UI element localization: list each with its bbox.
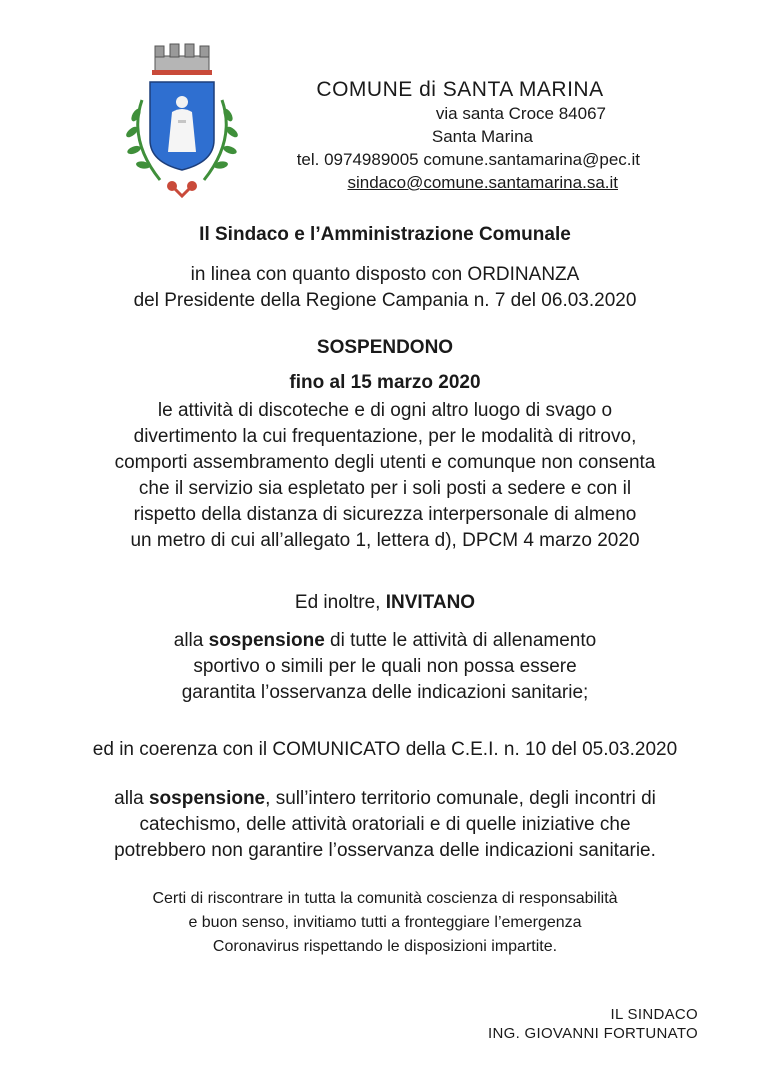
- signature-block: [488, 1005, 698, 1043]
- cei-line-1-pre: alla: [114, 788, 149, 809]
- suspend-line: divertimento la cui frequentazione, per le modalità di ritrovo,: [133, 426, 637, 447]
- invite-line-3: garantita l’osservanza delle indicazioni sanitarie;: [181, 682, 589, 703]
- municipality-header: [270, 78, 670, 194]
- address-street: via santa Croce 84067: [435, 104, 606, 123]
- suspend-line: rispetto della distanza di sicurezza interpersonale di almeno: [133, 504, 637, 525]
- intro-text: [0, 262, 770, 314]
- cei-line-3: potrebbero non garantire l’osservanza delle indicazioni sanitarie.: [114, 840, 656, 861]
- cei-line-1: [0, 786, 770, 812]
- cei-line-2: catechismo, delle attività oratoriali e di quelle iniziative che: [139, 814, 631, 835]
- mayor-email-link[interactable]: sindaco@comune.santamarina.sa.it: [347, 173, 618, 192]
- suspend-line: le attività di discoteche e di ogni altro luogo di svago o: [157, 400, 613, 421]
- municipality-name: COMUNE di SANTA MARINA: [316, 78, 604, 101]
- cei-line-1-bold: sospensione: [148, 788, 266, 809]
- cei-reference: ed in coerenza con il COMUNICATO della C.E.I. n. 10 del 05.03.2020: [92, 739, 678, 760]
- invite-line-1-post: di tutte le attività di allenamento: [324, 630, 597, 651]
- cei-paragraph: [0, 786, 770, 864]
- invite-line-1: [0, 628, 770, 654]
- suspend-date: fino al 15 marzo 2020: [289, 372, 481, 393]
- closing-line: Coronavirus rispettando le disposizioni impartite.: [212, 938, 558, 955]
- crown-icon: [152, 44, 212, 75]
- signature-title: IL SINDACO: [610, 1006, 698, 1023]
- invite-paragraph: [0, 628, 770, 706]
- invite-prefix: Ed inoltre,: [294, 592, 386, 613]
- closing-line: Certi di riscontrare in tutta la comunità coscienza di responsabilità: [152, 890, 618, 907]
- suspend-line: un metro di cui all’allegato 1, lettera d), DPCM 4 marzo 2020: [130, 530, 640, 551]
- address-town: Santa Marina: [431, 127, 533, 146]
- cei-line-1-post: , sull’intero territorio comunale, degli incontri di: [265, 788, 656, 809]
- signature-name: ING. GIOVANNI FORTUNATO: [488, 1025, 698, 1042]
- invite-verb: INVITANO: [385, 592, 476, 613]
- contact-phone-pec: tel. 0974989005 comune.santamarina@pec.it: [296, 150, 640, 169]
- intro-heading: Il Sindaco e l’Amministrazione Comunale: [199, 224, 571, 245]
- closing-line: e buon senso, invitiamo tutti a fronteggiare l’emergenza: [188, 914, 582, 931]
- suspend-line: comporti assembramento degli utenti e comunque non consenta: [114, 452, 656, 473]
- invite-heading: [0, 590, 770, 616]
- closing-paragraph: [0, 887, 770, 959]
- municipal-crest-logo: [112, 40, 252, 205]
- suspend-paragraph: [0, 398, 770, 554]
- intro-line-2: del Presidente della Regione Campania n. 7 del 06.03.2020: [133, 290, 637, 311]
- invite-line-1-pre: alla: [173, 630, 209, 651]
- suspend-line: che il servizio sia espletato per i soli posti a sedere e con il: [138, 478, 632, 499]
- intro-line-1: in linea con quanto disposto con ORDINANZA: [190, 264, 580, 285]
- invite-line-1-bold: sospensione: [208, 630, 325, 651]
- suspend-heading: SOSPENDONO: [316, 337, 454, 358]
- invite-line-2: sportivo o simili per le quali non possa essere: [193, 656, 577, 677]
